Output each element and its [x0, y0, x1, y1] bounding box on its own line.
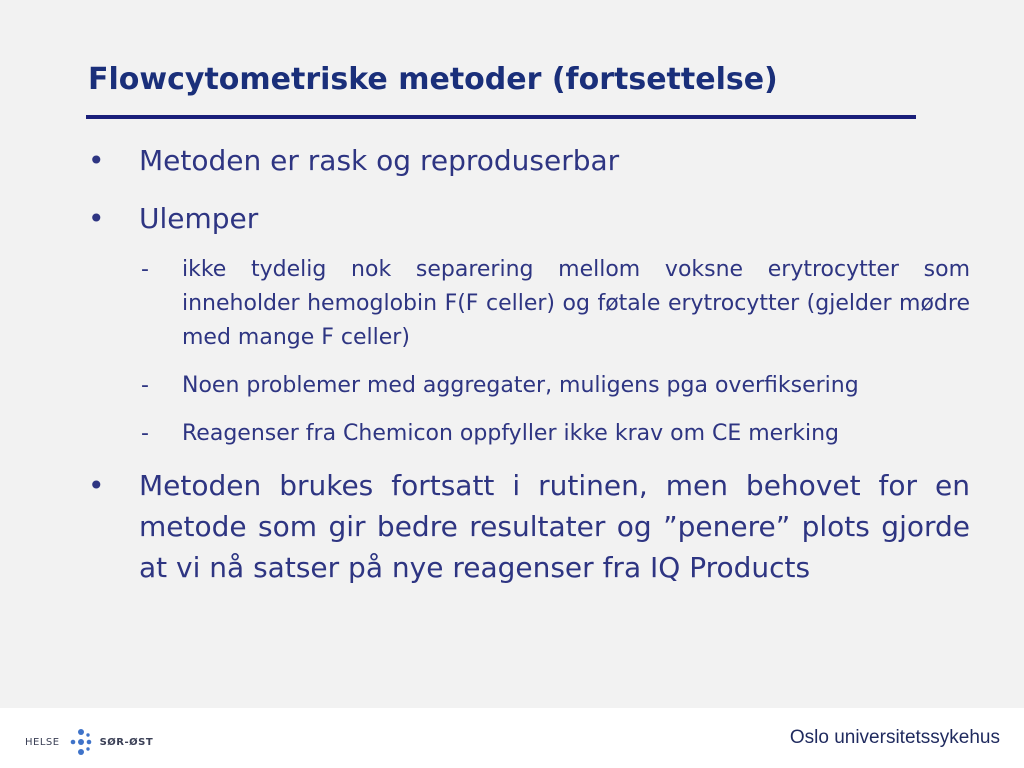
bullet-text: Ulemper — [139, 202, 259, 235]
hospital-name: Oslo universitetssykehus — [789, 727, 1000, 748]
bullet-text: Metoden brukes fortsatt i rutinen, men behovet for en metode som gir bedre resultater og ”penere” plots gjorde at vi nå satser på nye reagenser fra IQ Products — [139, 469, 970, 584]
helse-sor-ost-logo — [25, 726, 153, 758]
sub-bullet-text: Reagenser fra Chemicon oppfyller ikke krav om CE merking — [182, 421, 840, 446]
bullet-item — [88, 140, 970, 181]
slide-content — [88, 138, 970, 588]
bullet-marker: • — [88, 144, 105, 177]
dash-marker: - — [141, 257, 149, 282]
bullet-item — [88, 198, 970, 239]
sub-bullet-item — [88, 369, 970, 403]
bullet-marker: • — [88, 469, 105, 502]
sub-bullet-text: Noen problemer med aggregater, muligens pga overfiksering — [182, 373, 859, 398]
sub-bullet-item — [88, 253, 970, 355]
dash-marker: - — [141, 421, 149, 446]
dash-marker: - — [141, 373, 149, 398]
sub-bullet-item — [88, 417, 970, 451]
title-underline — [86, 115, 916, 119]
bullet-marker: • — [88, 202, 105, 235]
logo-text-left: HELSE — [25, 736, 60, 748]
bullet-item — [88, 465, 970, 588]
logo-dots-icon — [66, 727, 96, 757]
logo-text-right: SØR-ØST — [99, 736, 154, 748]
sub-bullet-text: ikke tydelig nok separering mellom voksne erytrocytter som inneholder hemoglobin F(F celler) og føtale erytrocytter (gjelder mødre med mange F celler) — [182, 257, 970, 350]
slide-title: Flowcytometriske metoder (fortsettelse) — [88, 62, 778, 97]
bullet-text: Metoden er rask og reproduserbar — [139, 144, 620, 177]
